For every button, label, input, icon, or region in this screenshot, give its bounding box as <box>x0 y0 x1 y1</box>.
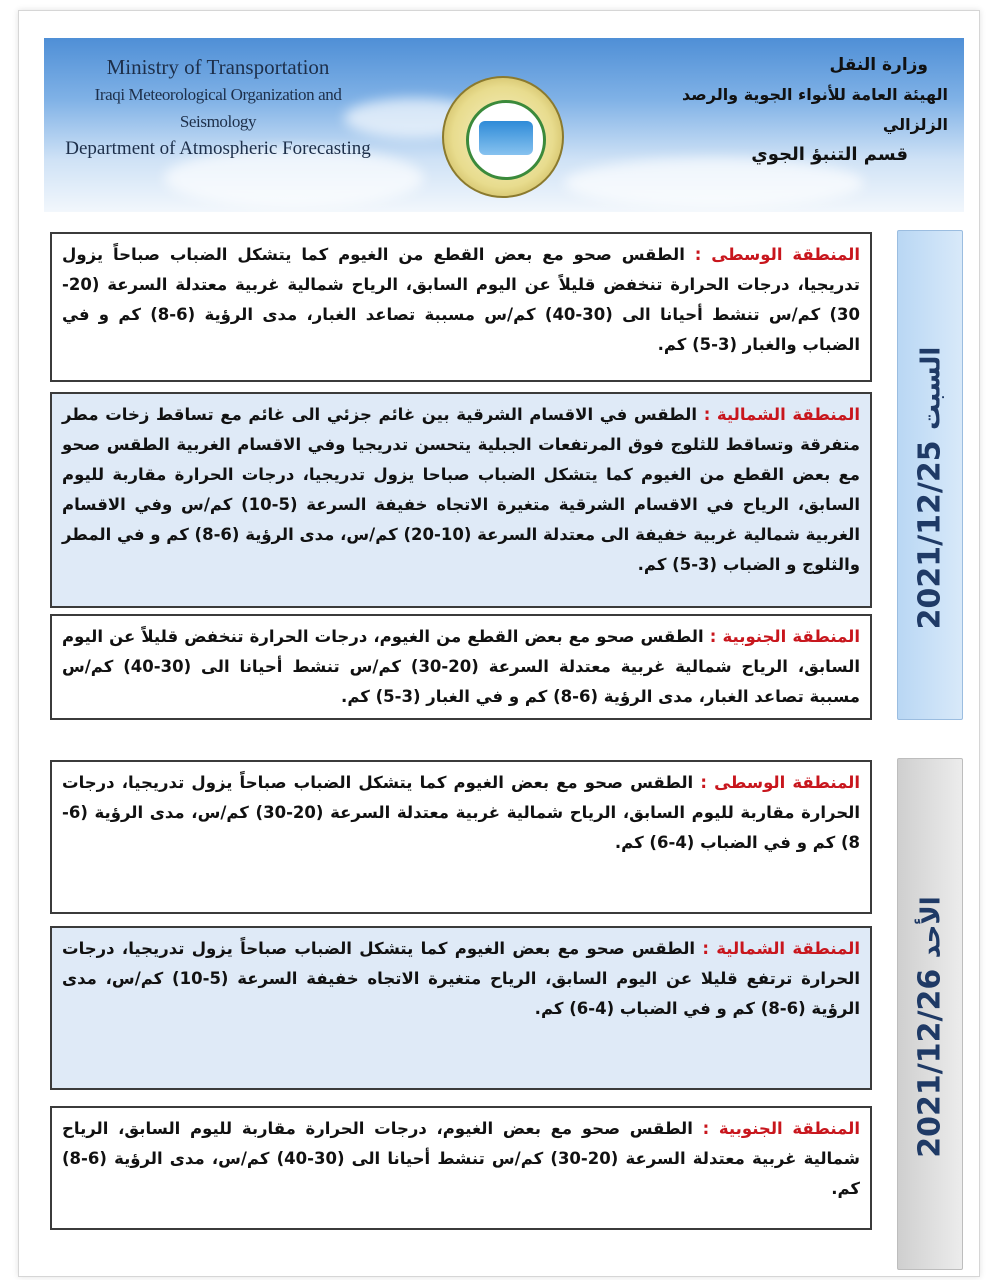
forecast-text: الطقس صحو مع بعض الغيوم، درجات الحرارة مقاربة لليوم السابق، الرياح شمالية غربية معتدلة السرعة (20-30) كم/س تنشط أحيانا الى (30-40) كم/س، مدى الرؤية (6-8) كم. <box>62 1119 861 1198</box>
forecast-text: الطقس صحو مع بعض الغيوم كما يتشكل الضباب صباحاً يزول تدريجيا، درجات الحرارة مقاربة لليوم السابق، الرياح شمالية غربية معتدلة السرعة (20-30) كم/س، مدى الرؤية (6-8) كم و في الضباب (4-6) كم. <box>62 773 860 852</box>
region-label: المنطقة الشمالية : <box>703 405 861 424</box>
organization-name-ar: الهيئة العامة للأنواء الجوية والرصد الزلزالي <box>682 85 948 134</box>
forecast-box-south <box>50 614 872 720</box>
day-tab-saturday <box>897 230 963 720</box>
tab-date: 2021/12/26 <box>912 968 948 1158</box>
english-header <box>58 54 378 162</box>
organization-logo <box>442 76 564 198</box>
forecast-text: الطقس صحو مع بعض الغيوم كما يتشكل الضباب صباحاً يزول تدريجيا، درجات الحرارة ترتفع قليلا عن اليوم السابق، الرياح متغيرة الاتجاه خفيفة السرعة (5-10) كم/س، مدى الرؤية (6-8) كم و في الضباب (4-6) كم. <box>62 939 860 1018</box>
tab-day-name: الأحد <box>916 896 947 959</box>
sun-cloud-icon <box>479 121 533 155</box>
region-label: المنطقة الوسطى : <box>694 245 860 264</box>
tab-day-name: السبت <box>916 346 947 430</box>
tab-date: 2021/12/25 <box>912 440 948 630</box>
department-name-ar: قسم التنبؤ الجوي <box>751 144 908 165</box>
arabic-header <box>648 50 948 170</box>
forecast-text: الطقس صحو مع بعض القطع من الغيوم، درجات الحرارة تنخفض قليلاً عن اليوم السابق، الرياح شمالية غربية معتدلة السرعة (20-30) كم/س تنشط أحيانا الى (30-40) كم/س مسببة تصاعد الغبار، مدى الرؤية (6-8) كم و في الغبار (3-5) كم. <box>62 627 860 706</box>
region-label: المنطقة الجنوبية : <box>702 1119 861 1138</box>
forecast-box-north <box>50 392 872 608</box>
forecast-box-north <box>50 926 872 1090</box>
day-tab-sunday <box>897 758 963 1270</box>
header-banner <box>44 38 964 212</box>
region-label: المنطقة الشمالية : <box>702 939 860 958</box>
forecast-text: الطقس صحو مع بعض القطع من الغيوم كما يتشكل الضباب صباحاً يزول تدريجيا، درجات الحرارة تنخفض قليلاً عن اليوم السابق، الرياح شمالية غربية معتدلة السرعة (20-30) كم/س تنشط أحيانا الى (30-40) كم/س مسببة تصاعد الغبار، مدى الرؤية (6-8) كم و في الضباب والغبار (3-5) كم. <box>62 245 860 354</box>
forecast-box-central <box>50 232 872 382</box>
forecast-text: الطقس في الاقسام الشرقية بين غائم جزئي الى غائم مع تساقط زخات مطر متفرقة وتساقط للثلوج فوق المرتفعات الجبلية يتحسن تدريجيا وفي الاقسام الغربية الطقس صحو مع بعض القطع من الغيوم كما يتشكل الضباب صباحا يزول تدريجيا، درجات الحرارة مقاربة لليوم السابق، الرياح في الاقسام الشرقية متغيرة الاتجاه خفيفة السرعة (5-10) كم/س وفي الاقسام الغربية شمالية غربية خفيفة الى معتدلة السرعة (10-20) كم/س، مدى الرؤية (6-8) كم و في المطر والثلوج و الضباب (3-5) كم. <box>62 405 860 574</box>
organization-name-en: Iraqi Meteorological Organization and Seismology <box>94 85 342 131</box>
ministry-name-en: Ministry of Transportation <box>106 55 330 79</box>
region-label: المنطقة الجنوبية : <box>709 627 860 646</box>
ministry-name-ar: وزارة النقل <box>829 55 928 75</box>
department-name-en: Department of Atmospheric Forecasting <box>65 138 371 159</box>
forecast-box-south <box>50 1106 872 1230</box>
region-label: المنطقة الوسطى : <box>700 773 861 792</box>
forecast-box-central <box>50 760 872 914</box>
